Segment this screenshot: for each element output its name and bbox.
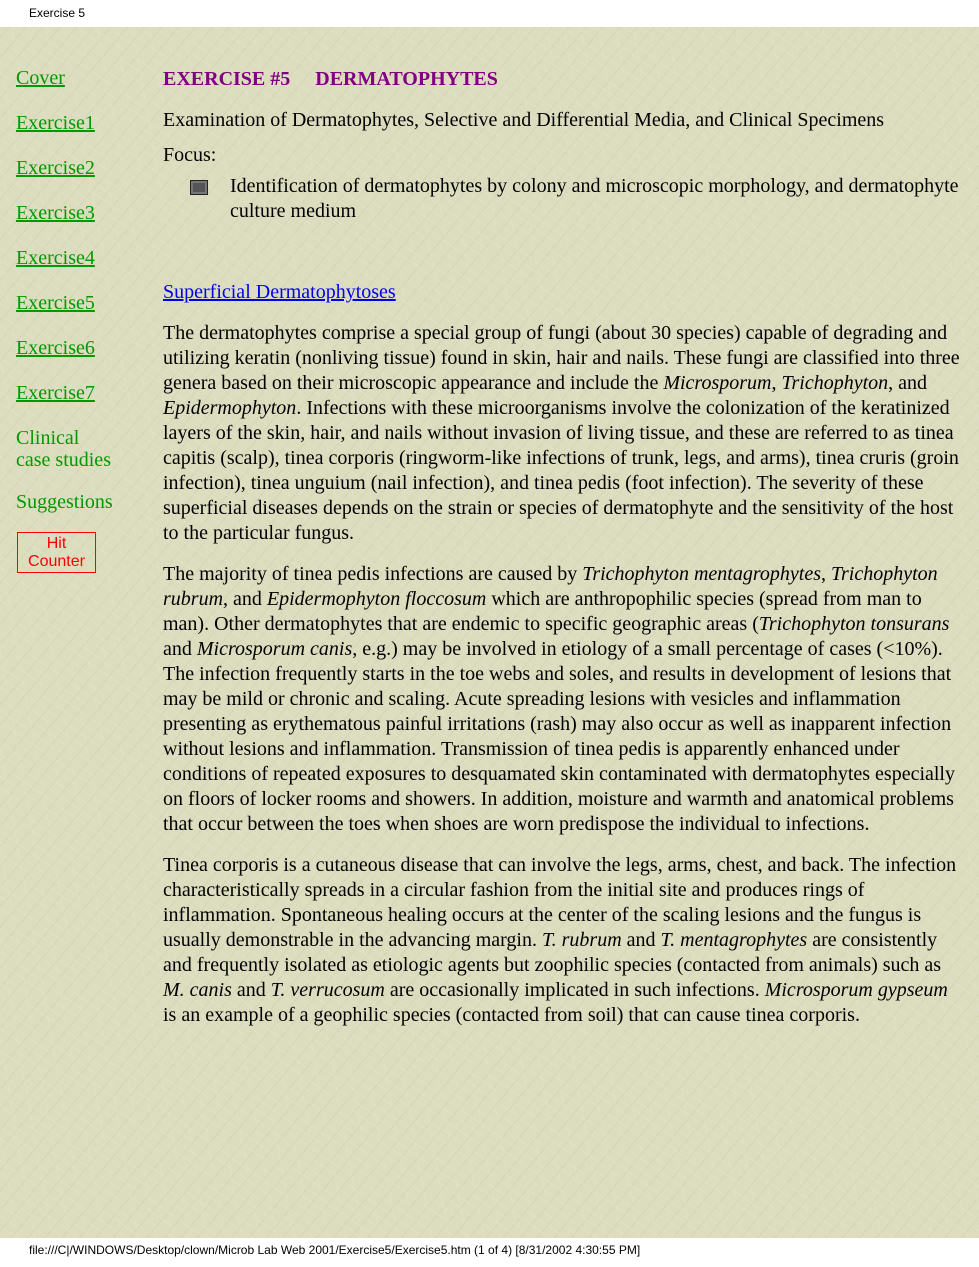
- nav-link-exercise4[interactable]: Exercise4: [16, 247, 95, 269]
- p3-text-d: and: [231, 979, 271, 1001]
- main-content: [163, 67, 963, 1044]
- p2-italic-t-rubrum: Trichophyton rubrum: [163, 563, 938, 610]
- focus-item-text: Identification of dermatophytes by colony and microscopic morphology, and dermatophyte culture medium: [230, 175, 959, 222]
- p1-text-a: The dermatophytes comprise a special group of fungi (about 30 species) capable of degrading and utilizing keratin (nonliving tissue) found in skin, hair and nails. These fungi are classified into three genera based on their microscopic appearance and include the: [163, 322, 960, 394]
- page-subtitle: Examination of Dermatophytes, Selective and Differential Media, and Clinical Specimens: [163, 109, 885, 131]
- nav-link-exercise5[interactable]: Exercise5: [16, 292, 95, 314]
- p1-text-b: ,: [771, 372, 782, 394]
- p2-italic-t-mentagrophytes: Trichophyton mentagrophytes: [582, 563, 821, 585]
- nav-link-exercise6[interactable]: Exercise6: [16, 337, 95, 359]
- nav-link-exercise1[interactable]: Exercise1: [16, 112, 95, 134]
- p2-text-a: The majority of tinea pedis infections are caused by: [163, 563, 583, 585]
- p1-text-c: , and: [888, 372, 928, 394]
- p2-text-e: and: [163, 638, 197, 660]
- p1-italic-microsporum: Microsporum: [663, 372, 772, 394]
- nav-link-suggestions[interactable]: Suggestions: [16, 491, 113, 513]
- p2-text-c: , and: [223, 588, 267, 610]
- p2-text-d: which are anthropophilic species (spread from man to man). Other dermatophytes that are endemic to specific geographic areas (: [163, 588, 922, 635]
- p1-italic-trichophyton: Trichophyton: [781, 372, 889, 394]
- square-bullet-icon: [190, 180, 208, 195]
- p3-text-c: are consistently and frequently isolated as etiologic agents but zoophilic species (contacted from animals) such as: [163, 929, 942, 976]
- paragraph-tinea-pedis: [163, 562, 963, 837]
- hit-counter-badge[interactable]: [17, 532, 96, 573]
- page-canvas: [0, 27, 979, 1238]
- page-header-title: Exercise 5: [29, 6, 86, 20]
- p2-italic-m-canis: Microsporum canis: [196, 638, 353, 660]
- p3-italic-t-verrucosum: T. verrucosum: [270, 979, 385, 1001]
- p2-text-f: , e.g.) may be involved in etiology of a small percentage of cases (<10%). The infection frequently starts in the toe webs and soles, and results in development of lesions that may be mild or chronic and scaling. Acute spreading lesions with vesicles and inflammation presenting as erythematous painful irritations (rash) may also occur as well as inapparent infection without lesions and inflammation. Transmission of tinea pedis is apparently enhanced under conditions of repeated exposures to desquamated skin contaminated with dermatophytes especially on floors of locker rooms and showers. In addition, moisture and warmth and anatomical problems that occur between the toes when shoes are worn predispose the individual to infections.: [163, 638, 955, 835]
- p3-italic-m-gypseum: Microsporum gypseum: [764, 979, 948, 1001]
- p3-text-a: Tinea corporis is a cutaneous disease that can involve the legs, arms, chest, and back. The infection characteristically spreads in a circular fashion from the initial site and produces rings of inflammation. Spontaneous healing occurs at the center of the scaling lesions and the fungus is usually demonstrable in the advancing margin.: [163, 854, 957, 951]
- hit-counter-line2: Counter: [28, 553, 85, 570]
- nav-link-cover[interactable]: Cover: [16, 67, 65, 89]
- section-link-superficial-dermatophytoses[interactable]: Superficial Dermatophytoses: [163, 281, 396, 303]
- p3-italic-t-mentagrophytes: T. mentagrophytes: [660, 929, 808, 951]
- nav-link-clinical-case-studies[interactable]: [16, 427, 136, 471]
- p3-text-f: is an example of a geophilic species (contacted from soil) that can cause tinea corporis.: [163, 1004, 860, 1026]
- focus-label: Focus:: [163, 144, 217, 166]
- nav-clinical-line1: Clinical: [16, 427, 80, 449]
- p2-text-b: ,: [820, 563, 831, 585]
- nav-link-exercise3[interactable]: Exercise3: [16, 202, 95, 224]
- hit-counter-line1: Hit: [46, 535, 67, 552]
- p1-italic-epidermophyton: Epidermophyton: [163, 397, 297, 419]
- p2-italic-t-tonsurans: Trichophyton tonsurans: [758, 613, 950, 635]
- p3-italic-m-canis: M. canis: [163, 979, 232, 1001]
- focus-list-item: [163, 174, 963, 224]
- p1-text-d: . Infections with these microorganisms involve the colonization of the keratinized layers of the skin, hair, and nails without invasion of living tissue, and these are referred to as tinea capitis (scalp), tinea corporis (ringworm-like infections of trunk, legs, and arms), tinea cruris (groin infection), tinea unguium (nail infection), and tinea pedis (foot infection). The severity of these superficial diseases depends on the strain or species of dermatophyte and the sensitivity of the host to the particular fungus.: [163, 397, 959, 544]
- sidebar-nav: [16, 67, 136, 573]
- nav-clinical-line2: case studies: [16, 449, 111, 471]
- nav-link-exercise7[interactable]: Exercise7: [16, 382, 95, 404]
- paragraph-tinea-corporis: [163, 853, 963, 1028]
- p2-italic-e-floccosum: Epidermophyton floccosum: [266, 588, 487, 610]
- nav-link-exercise2[interactable]: Exercise2: [16, 157, 95, 179]
- p3-text-b: and: [621, 929, 661, 951]
- p3-italic-t-rubrum: T. rubrum: [541, 929, 622, 951]
- page-footer-path: file:///C|/WINDOWS/Desktop/clown/Microb Lab Web 2001/Exercise5/Exercise5.htm (1 of 4) [8/31/2002 4:30:55 PM]: [29, 1243, 641, 1257]
- page-title: EXERCISE #5 DERMATOPHYTES: [163, 68, 498, 90]
- p3-text-e: are occasionally implicated in such infections.: [384, 979, 765, 1001]
- paragraph-dermatophytes-overview: [163, 321, 963, 546]
